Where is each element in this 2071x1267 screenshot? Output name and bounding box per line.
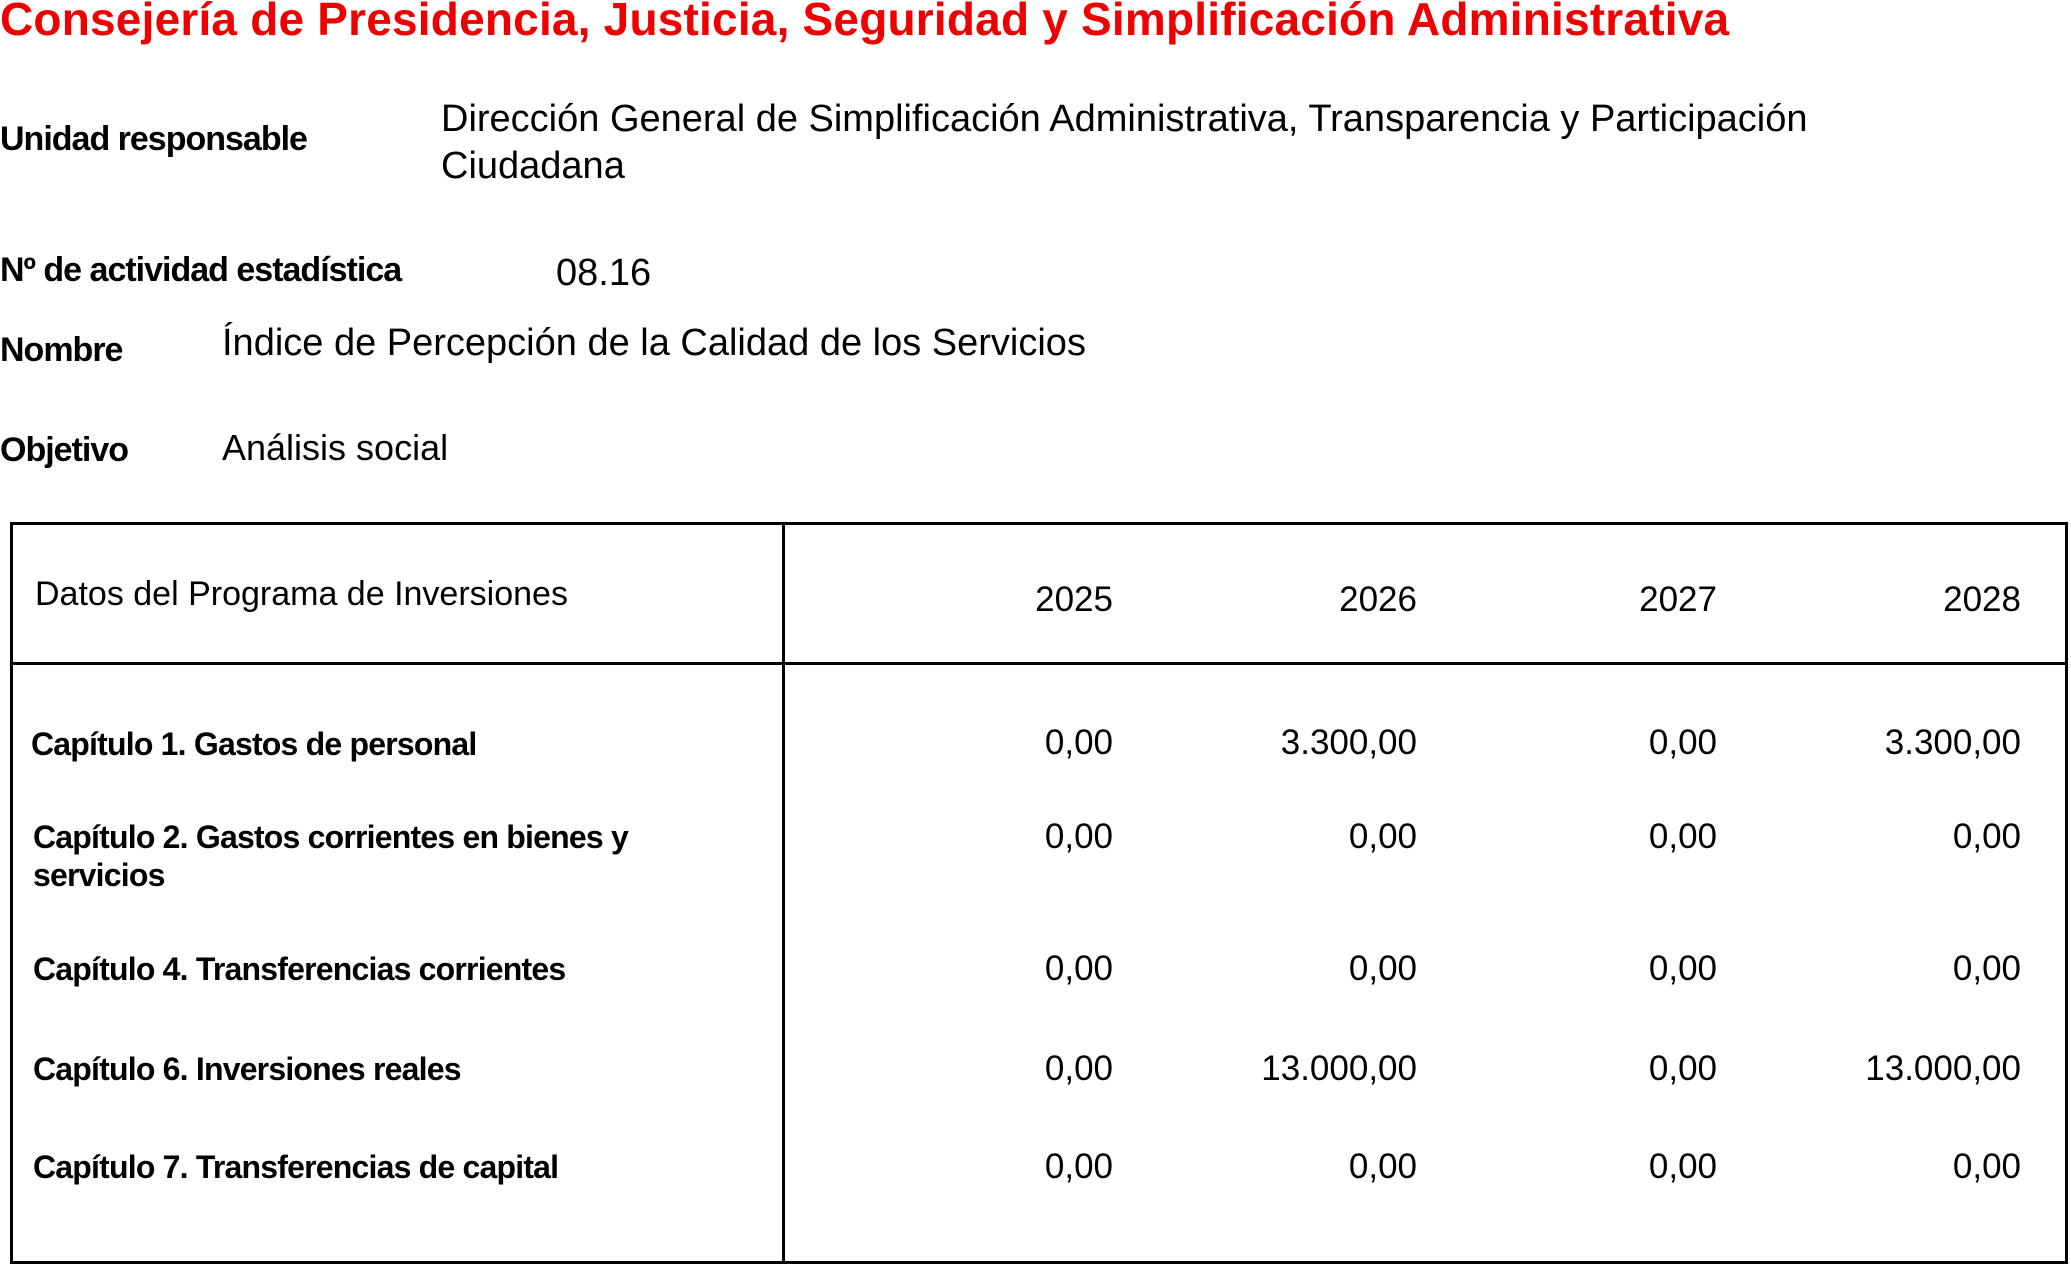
table-cell: 0,00 xyxy=(1044,1049,1113,1088)
actividad-estadistica-label: Nº de actividad estadística xyxy=(0,251,402,289)
table-header-divider xyxy=(13,662,2065,665)
year-header-2027: 2027 xyxy=(1639,580,1717,619)
table-cell: 0,00 xyxy=(1044,723,1113,762)
actividad-estadistica-value: 08.16 xyxy=(556,252,652,294)
table-cell: 0,00 xyxy=(1648,1147,1717,1186)
objetivo-label: Objetivo xyxy=(0,431,129,469)
table-row-label: Capítulo 2. Gastos corrientes en bienes y servicios xyxy=(33,819,628,893)
table-cell: 0,00 xyxy=(1648,817,1717,856)
table-cell: 0,00 xyxy=(1952,1147,2021,1186)
table-cell: 0,00 xyxy=(1952,817,2021,856)
table-cell: 3.300,00 xyxy=(1884,723,2021,762)
unidad-responsable-value-line1: Dirección General de Simplificación Administrativa, Transparencia y Participación xyxy=(441,98,1808,140)
table-cell: 0,00 xyxy=(1044,817,1113,856)
page-title: Consejería de Presidencia, Justicia, Seguridad y Simplificación Administrativa xyxy=(0,0,1730,45)
table-cell: 0,00 xyxy=(1648,949,1717,988)
objetivo-value: Análisis social xyxy=(222,427,449,468)
table-cell: 0,00 xyxy=(1348,817,1417,856)
unidad-responsable-value-line2: Ciudadana xyxy=(441,145,625,187)
table-row-label: Capítulo 6. Inversiones reales xyxy=(33,1051,461,1087)
investment-table xyxy=(10,522,2068,1264)
table-row-label: Capítulo 1. Gastos de personal xyxy=(31,726,477,762)
unidad-responsable-label: Unidad responsable xyxy=(0,120,307,158)
nombre-label: Nombre xyxy=(0,331,123,369)
table-cell: 0,00 xyxy=(1044,1147,1113,1186)
table-row-label: Capítulo 7. Transferencias de capital xyxy=(33,1149,559,1185)
table-cell: 0,00 xyxy=(1348,949,1417,988)
nombre-value: Índice de Percepción de la Calidad de los Servicios xyxy=(222,322,1086,364)
table-row-label: Capítulo 4. Transferencias corrientes xyxy=(33,951,566,987)
table-cell: 0,00 xyxy=(1648,1049,1717,1088)
table-cell: 3.300,00 xyxy=(1280,723,1417,762)
table-cell: 13.000,00 xyxy=(1865,1049,2021,1088)
year-header-2028: 2028 xyxy=(1943,580,2021,619)
table-cell: 0,00 xyxy=(1648,723,1717,762)
table-column-divider xyxy=(782,525,785,1261)
table-header-label: Datos del Programa de Inversiones xyxy=(35,575,568,613)
table-cell: 13.000,00 xyxy=(1261,1049,1417,1088)
table-cell: 0,00 xyxy=(1044,949,1113,988)
year-header-2026: 2026 xyxy=(1339,580,1417,619)
table-cell: 0,00 xyxy=(1952,949,2021,988)
table-cell: 0,00 xyxy=(1348,1147,1417,1186)
year-header-2025: 2025 xyxy=(1035,580,1113,619)
